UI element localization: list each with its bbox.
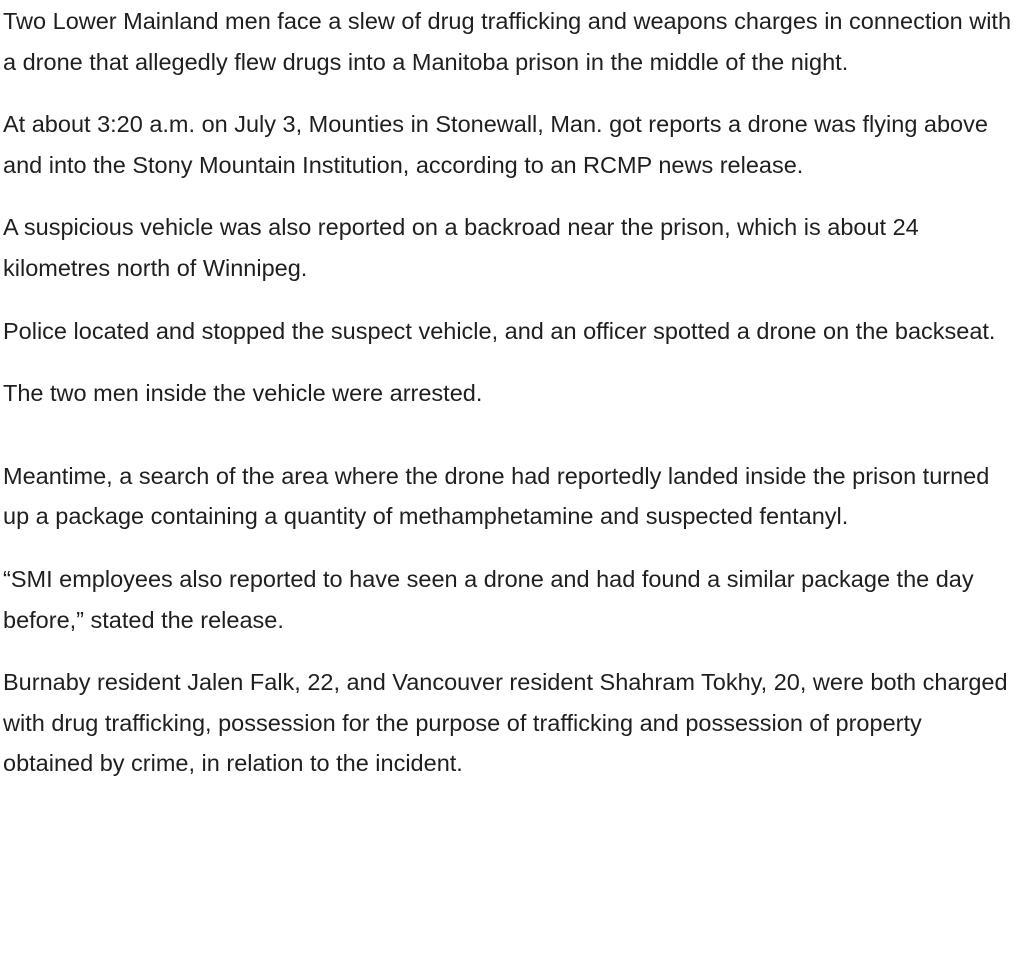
paragraph-package-found: Meantime, a search of the area where the drone had reportedly landed inside the prison turned up a package containing a quantity of methamphetamine and suspected fentanyl. [3, 462, 990, 530]
paragraph-quote: “SMI employees also reported to have seen a drone and had found a similar package the day before,” stated the release. [3, 565, 974, 633]
paragraph-charges: Burnaby resident Jalen Falk, 22, and Vancouver resident Shahram Tokhy, 20, were both charged with drug trafficking, possession for the purpose of trafficking and possession of property obtained by crime, in relation to the incident. [3, 669, 1008, 777]
paragraph-vehicle-stopped: Police located and stopped the suspect vehicle, and an officer spotted a drone on the backseat. [3, 317, 996, 344]
paragraph-suspicious-vehicle: A suspicious vehicle was also reported on a backroad near the prison, which is about 24 kilometres north of Winnipeg. [3, 214, 919, 281]
paragraph-arrest: The two men inside the vehicle were arrested. [3, 380, 483, 407]
paragraph-drone-report: At about 3:20 a.m. on July 3, Mounties in Stonewall, Man. got reports a drone was flying above and into the Stony Mountain Institution, according to an RCMP news release. [3, 111, 988, 178]
paragraph-intro: Two Lower Mainland men face a slew of drug trafficking and weapons charges in connection with a drone that allegedly flew drugs into a Manitoba prison in the middle of the night. [3, 8, 1012, 75]
